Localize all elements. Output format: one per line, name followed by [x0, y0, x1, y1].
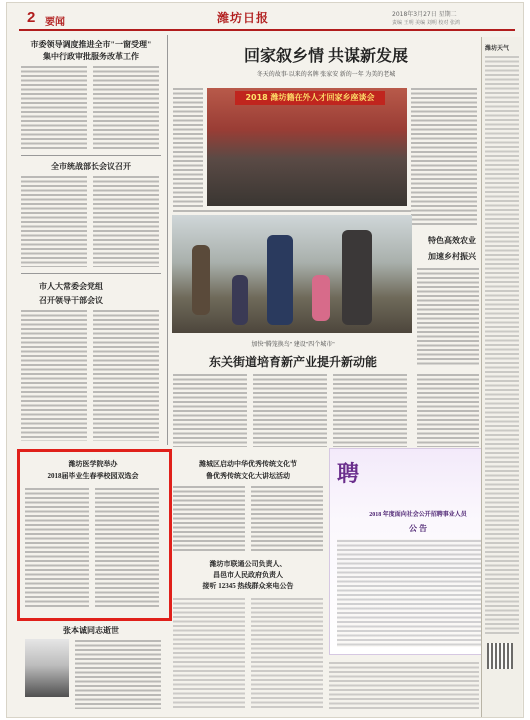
qr-code: [487, 643, 513, 669]
editor-credits: 责编 王明 美编 刘明 校对 张鸿: [392, 20, 460, 26]
article-kicker: 加快"腾笼换鸟" 建设"四个城市": [251, 342, 335, 348]
article-body: [251, 485, 323, 551]
figure-person: [192, 245, 210, 315]
article-body: [21, 309, 87, 441]
figure-person: [342, 230, 372, 325]
article-body: [173, 597, 245, 709]
ad-notice: 公 告: [409, 524, 427, 533]
article-body: [173, 87, 203, 207]
article-title: 市委领导调度推进全市"一窗受理": [30, 40, 152, 49]
article-body: [75, 639, 161, 709]
main-headline: 回家叙乡情 共谋新发展: [243, 48, 408, 65]
article-body: [173, 485, 245, 551]
obituary-title: 张本诚同志逝世: [63, 626, 119, 635]
ad-line: 2018 年度面向社会公开招聘事业人员: [369, 512, 467, 518]
newspaper-masthead: 潍坊日报: [217, 11, 270, 25]
figure-person: [267, 235, 293, 325]
article-headline: 东关街道培育新产业提升新动能: [208, 355, 377, 369]
article-title: 接听 12345 热线群众来电公告: [202, 582, 294, 590]
article-body: [93, 175, 159, 267]
article-title: 集中行政审批服务改革工作: [43, 52, 139, 61]
article-body: [253, 373, 327, 447]
article-body: [21, 175, 87, 267]
figure-child: [232, 275, 248, 325]
column-divider: [167, 35, 168, 445]
highlighted-article-title: 2018届毕业生春季校园双选会: [47, 472, 139, 480]
page-number: 2: [27, 9, 36, 26]
article-body: [21, 65, 87, 151]
street-photo: [172, 215, 412, 333]
article-body: [333, 373, 407, 447]
article-body: [93, 309, 159, 441]
article-title: 全市统战部长会议召开: [51, 162, 131, 171]
article-title: 市人大常委会党组: [39, 282, 103, 291]
newspaper-page: [6, 2, 524, 718]
header-rule: [19, 29, 515, 31]
ad-body: [337, 539, 499, 647]
article-body: [411, 87, 477, 227]
divider: [21, 155, 161, 156]
meeting-photo: [207, 88, 407, 206]
highlighted-article-title: 潍坊医学院举办: [68, 460, 118, 468]
article-body: [173, 373, 247, 447]
article-title: 召开领导干部会议: [39, 296, 103, 305]
article-body: [329, 661, 479, 709]
section-name: 要闻: [45, 17, 65, 28]
figure-child: [312, 275, 330, 321]
article-body: [93, 65, 159, 151]
article-body: [251, 597, 323, 709]
article-body: [95, 487, 159, 607]
main-subheadline: 冬天的故事·以来的名牌 张家安 新的一年 为美的老城: [256, 72, 396, 78]
article-title: 鲁优秀传统文化大讲坛活动: [206, 472, 290, 480]
article-title: 潍坊市联通公司负责人、: [209, 560, 287, 568]
issue-date: 2018年3月27日 星期二: [392, 11, 457, 18]
article-title: 昌邑市人民政府负责人: [213, 571, 283, 579]
article-body: [25, 487, 89, 607]
meeting-banner: 2018 潍坊籍在外人才回家乡座谈会: [235, 91, 385, 105]
article-title: 加速乡村振兴: [428, 252, 476, 261]
info-body: [485, 55, 519, 635]
article-title: 潍城区启动中华优秀传统文化节: [199, 460, 297, 468]
article-body: [417, 267, 479, 367]
article-body: [417, 373, 479, 447]
article-body: [173, 209, 411, 213]
ad-title: 聘: [337, 461, 360, 486]
article-title: 特色高效农业: [428, 236, 476, 245]
portrait-photo: [25, 639, 69, 697]
weather-title: 潍坊天气: [485, 45, 510, 52]
divider: [21, 273, 161, 274]
